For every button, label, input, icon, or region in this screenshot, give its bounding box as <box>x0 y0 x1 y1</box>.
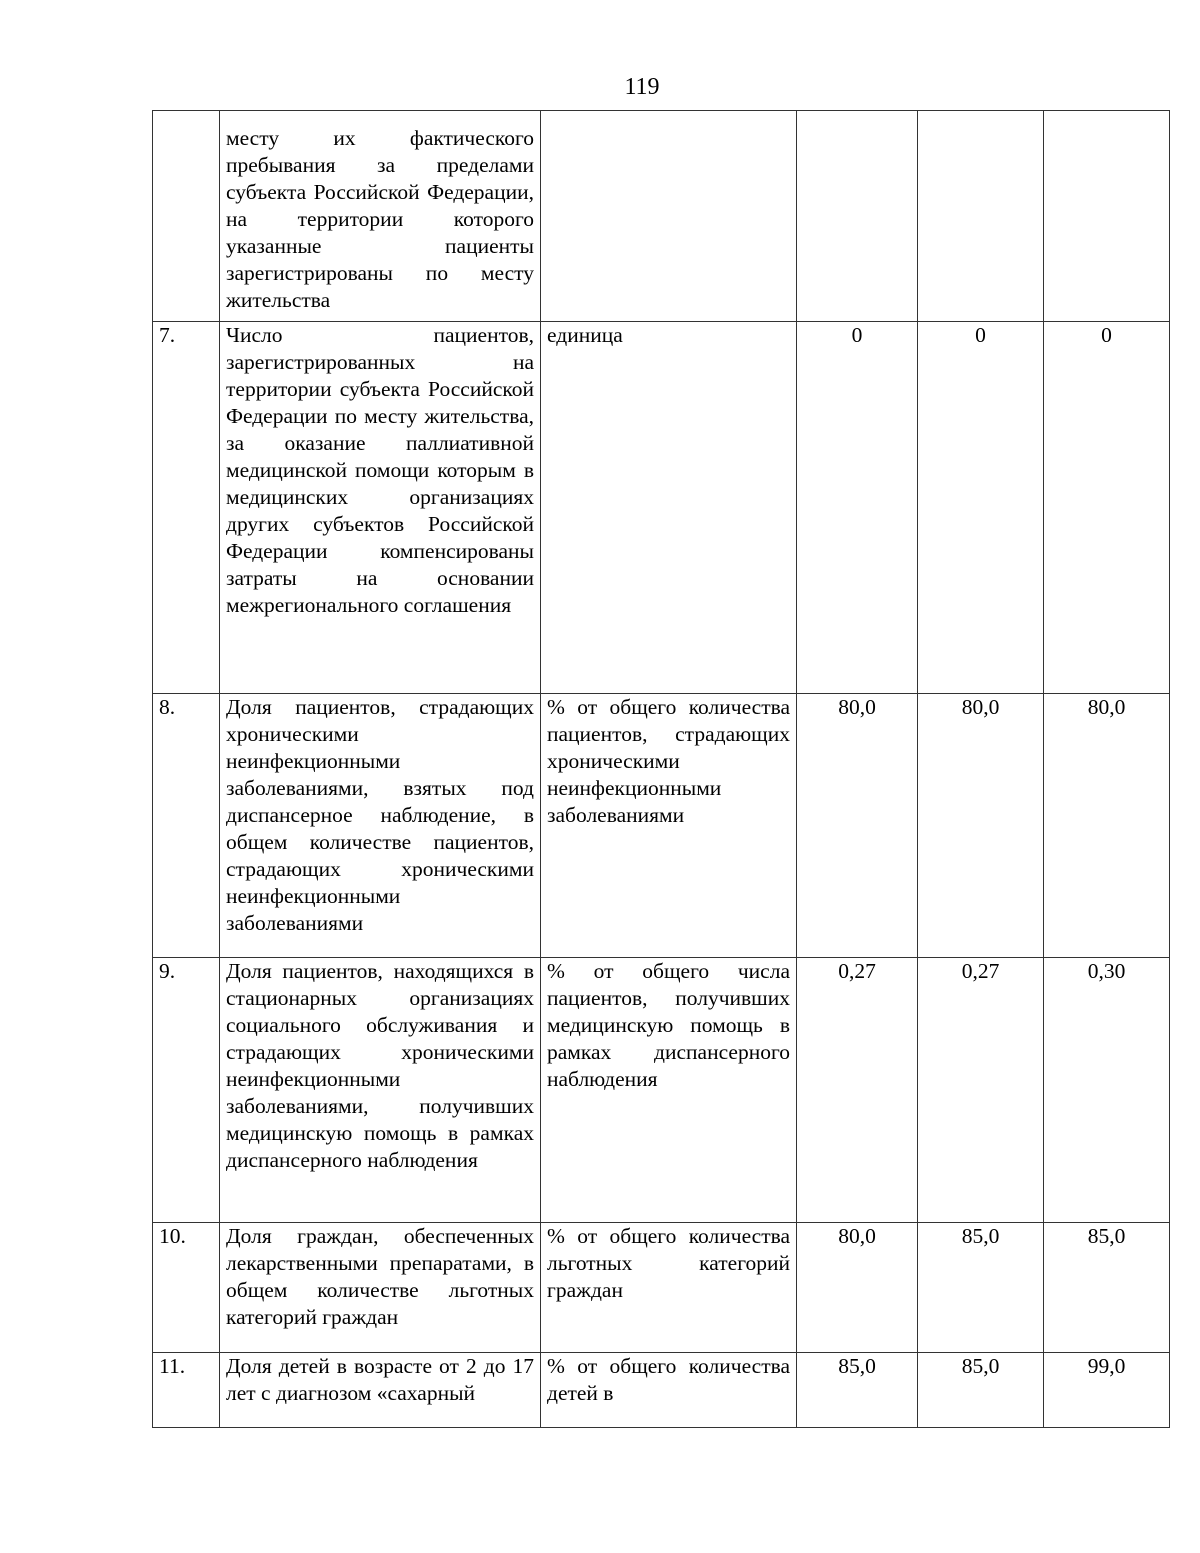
value-year-1: 0,27 <box>797 958 918 1223</box>
table-row <box>153 111 1170 322</box>
row-number: 7. <box>153 322 220 694</box>
unit-of-measure: % от общего количества детей в <box>541 1353 797 1428</box>
value-year-3: 85,0 <box>1044 1223 1170 1353</box>
value-year-3: 0 <box>1044 322 1170 694</box>
value-year-3 <box>1044 111 1170 322</box>
unit-of-measure: % от общего количества пациентов, страдающих хроническими неинфекционными заболеваниями <box>541 694 797 958</box>
indicator-name: Доля пациентов, страдающих хроническими неинфекционными заболеваниями, взятых под диспансерное наблюдение, в общем количестве пациентов, страдающих хроническими неинфекционными заболеваниями <box>220 694 541 958</box>
value-year-3: 80,0 <box>1044 694 1170 958</box>
row-number <box>153 111 220 322</box>
row-number: 9. <box>153 958 220 1223</box>
value-year-1 <box>797 111 918 322</box>
indicator-name: Доля пациентов, находящихся в стационарных организациях социального обслуживания и страдающих хроническими неинфекционными заболеваниями, получивших медицинскую помощь в рамках диспансерного наблюдения <box>220 958 541 1223</box>
value-year-1: 80,0 <box>797 1223 918 1353</box>
row-number: 8. <box>153 694 220 958</box>
value-year-2 <box>918 111 1044 322</box>
value-year-2: 85,0 <box>918 1223 1044 1353</box>
indicator-name: месту их фактического пребывания за пределами субъекта Российской Федерации, на территории которого указанные пациенты зарегистрированы по месту жительства <box>220 111 541 322</box>
unit-of-measure: % от общего количества льготных категорий граждан <box>541 1223 797 1353</box>
value-year-1: 0 <box>797 322 918 694</box>
value-year-1: 85,0 <box>797 1353 918 1428</box>
value-year-2: 0 <box>918 322 1044 694</box>
unit-of-measure <box>541 111 797 322</box>
page-number: 119 <box>624 74 660 100</box>
table-row <box>153 1223 1170 1353</box>
table-row <box>153 322 1170 694</box>
indicator-name: Число пациентов, зарегистрированных на территории субъекта Российской Федерации по месту жительства, за оказание паллиативной медицинской помощи которым в медицинских организациях других субъектов Российской Федерации компенсированы затраты на основании межрегионального соглашения <box>220 322 541 694</box>
indicators-table <box>152 110 1170 1428</box>
table-row <box>153 1353 1170 1428</box>
value-year-3: 99,0 <box>1044 1353 1170 1428</box>
indicator-name: Доля детей в возрасте от 2 до 17 лет с диагнозом «сахарный <box>220 1353 541 1428</box>
unit-of-measure: единица <box>541 322 797 694</box>
unit-of-measure: % от общего числа пациентов, получивших медицинскую помощь в рамках диспансерного наблюдения <box>541 958 797 1223</box>
value-year-3: 0,30 <box>1044 958 1170 1223</box>
value-year-2: 80,0 <box>918 694 1044 958</box>
row-number: 11. <box>153 1353 220 1428</box>
row-number: 10. <box>153 1223 220 1353</box>
table-row <box>153 694 1170 958</box>
value-year-2: 0,27 <box>918 958 1044 1223</box>
indicator-name: Доля граждан, обеспеченных лекарственными препаратами, в общем количестве льготных категорий граждан <box>220 1223 541 1353</box>
value-year-1: 80,0 <box>797 694 918 958</box>
value-year-2: 85,0 <box>918 1353 1044 1428</box>
table-row <box>153 958 1170 1223</box>
